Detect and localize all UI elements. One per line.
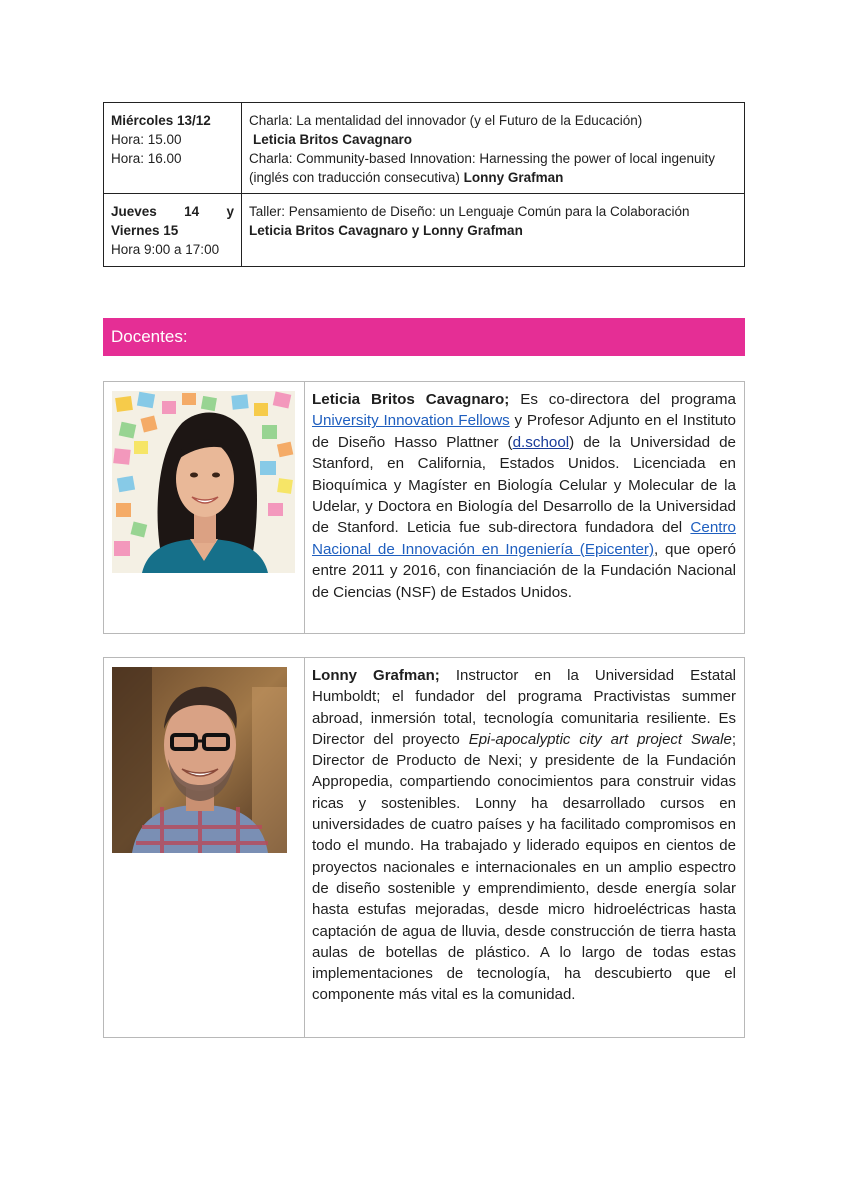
section-title: Docentes: [111,327,188,346]
bio-text [305,658,744,1037]
schedule-date-cell [104,103,242,194]
schedule-row [104,194,745,267]
bio-text-part: y Profesor Adjunto en el Instituto de Diseño Hasso Plattner ( [312,412,736,451]
schedule-activity-cell [242,194,745,267]
schedule-time: Hora 9:00 a 17:00 [111,242,220,257]
day-word: 14 [184,204,200,219]
schedule-table [103,102,745,267]
talk-speaker: Leticia Britos Cavagnaro [253,132,413,147]
day-word: y [226,204,234,219]
schedule-day-2: Viernes 15 [111,223,179,238]
bio-name: Lonny Grafman; [312,667,440,684]
bio-text-part: ) de la Universidad de Stanford, en California, Estados Unidos. Licenciada en Bioquímica y Magíster en Biología Celular y Molecular de la Udelar, y Doctora en Biología del Desarrollo de la Universidad de Stanford. Leticia fue sub-directora fundadora del [312,433,736,537]
schedule-time: Hora: 15.00 [111,132,182,147]
bio-text-part: Es co-directora del programa [509,391,736,408]
workshop-speakers: Leticia Britos Cavagnaro y Lonny Grafman [249,223,523,238]
bio-card-lonny [103,657,745,1038]
dschool-link[interactable]: d.school [512,433,570,451]
talk-speaker: Lonny Grafman [463,170,564,185]
day-word: Jueves [111,204,157,219]
lonny-photo [112,667,296,853]
leticia-photo [112,391,296,573]
photo-cell [104,382,305,633]
schedule-day: Miércoles 13/12 [111,113,211,128]
schedule-day [111,202,234,221]
talk-title-2 [249,149,737,187]
bio-name: Leticia Britos Cavagnaro; [312,391,510,408]
photo-cell [104,658,305,1037]
bio-text-part: ; Director de Producto de Nexi; y presidente de la Fundación Appropedia, compartiendo conocimientos para construir vidas ricas y sostenibles. Lonny ha desarrollado cursos en universidades de cuatro países y ha facilitado compromisos en todo el mundo. Ha trabajado y liderado equipos en cientos de proyectos nacionales e internacionales en un amplio espectro de diseño sostenible y emprendimiento, desde energía solar hasta estufas mejoradas, desde micro hidroeléctricas hasta captación de agua de lluvia, desde construcción de tierra hasta aulas de botellas de plástico. A lo largo de todas estas implementaciones de tecnología, ha descubierto que el componente más vital es la comunidad. [312,730,736,1004]
schedule-date-cell [104,194,242,267]
section-banner [103,318,745,356]
epicenter-link[interactable]: Centro Nacional de Innovación en Ingeniería (Epicenter) [312,519,736,558]
schedule-activity-cell [242,103,745,194]
bio-text-part: Instructor en la Universidad Estatal Humboldt; el fundador del programa Practivistas summer abroad, inmersión total, tecnología comunitaria resiliente. Es Director del proyecto [312,667,737,748]
schedule-row [104,103,745,194]
bio-card-leticia [103,381,745,634]
workshop-title: Taller: Pensamiento de Diseño: un Lenguaje Común para la Colaboración [249,204,690,219]
talk-title: Charla: La mentalidad del innovador (y el Futuro de la Educación) [249,113,643,128]
bio-text-part: , que operó entre 2011 y 2016, con financiación de la Fundación Nacional de Ciencias (NSF) de Estados Unidos. [312,540,736,601]
talk-title-text: Charla: Community-based Innovation: Harnessing the power of local ingenuity (inglés con traducción consecutiva) [249,151,716,185]
project-name: Epi-apocalyptic city art project Swale [468,730,732,748]
university-innovation-fellows-link[interactable]: University Innovation Fellows [312,412,510,430]
schedule-time: Hora: 16.00 [111,151,182,166]
bio-text [305,382,744,633]
